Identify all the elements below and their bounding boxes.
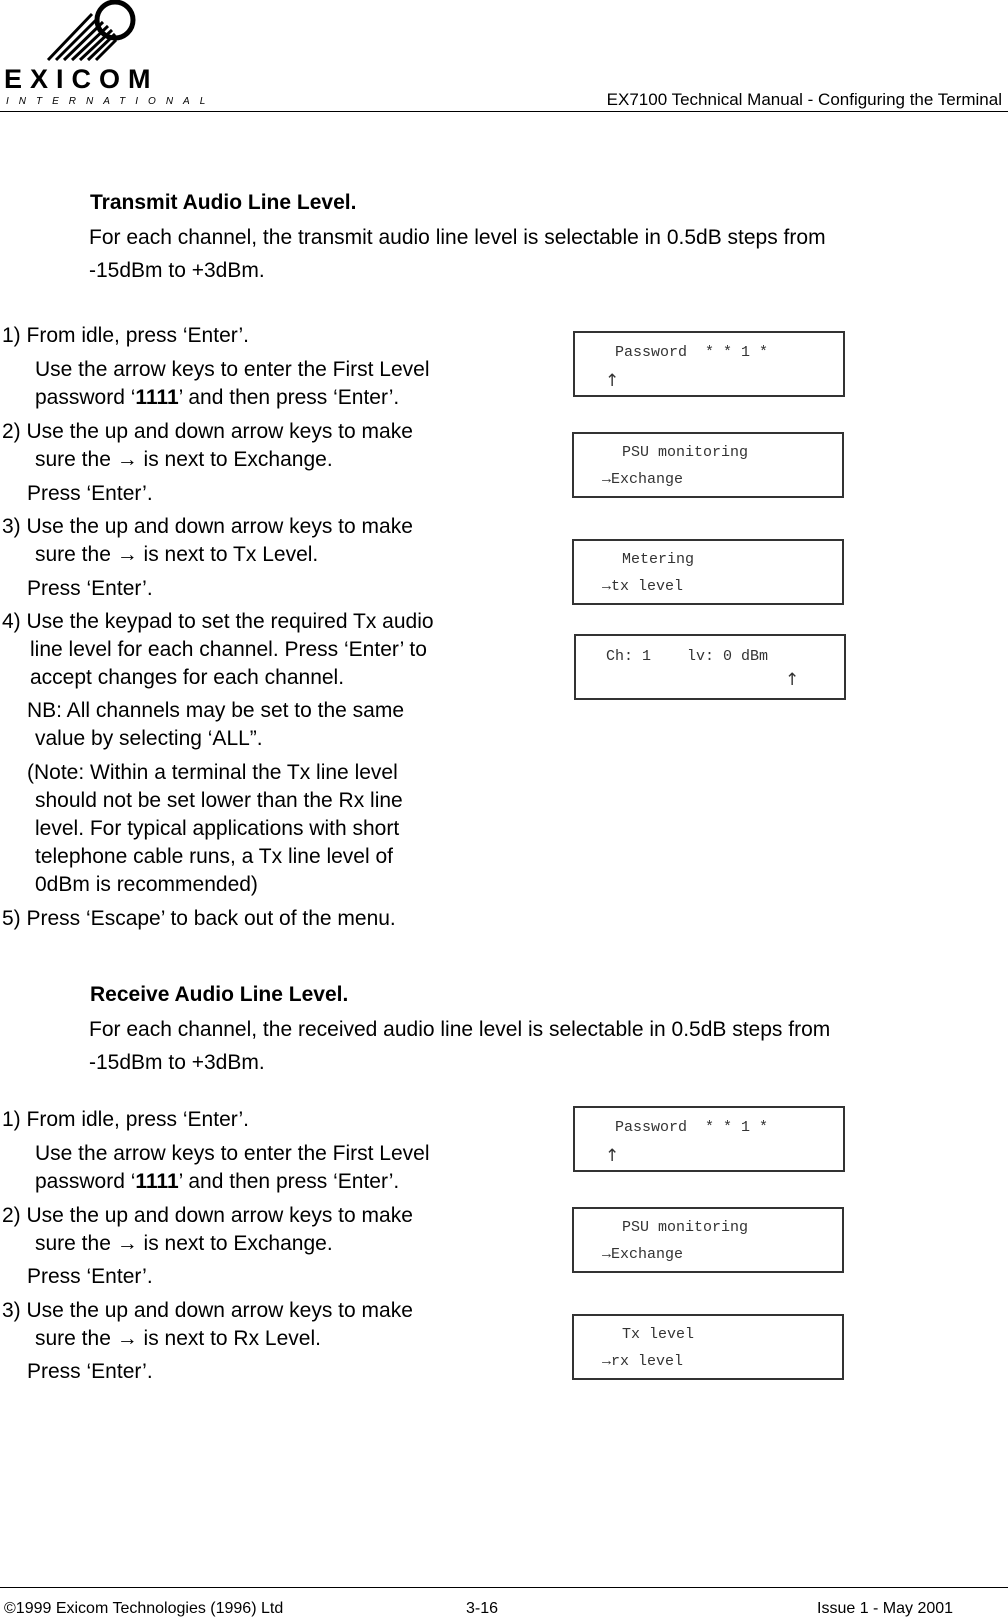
tx-step2-line3: Press ‘Enter’. — [27, 482, 153, 505]
rx-step1-line1: 1) From idle, press ‘Enter’. — [2, 1108, 250, 1131]
rx-step3-line1: 3) Use the up and down arrow keys to make — [2, 1299, 413, 1322]
tx-step1-line1: 1) From idle, press ‘Enter’. — [2, 324, 250, 347]
lcd-tx-channel-level — [574, 634, 846, 700]
rx-step2-line1: 2) Use the up and down arrow keys to make — [2, 1204, 413, 1227]
lcd-line1: PSU monitoring — [622, 1219, 749, 1236]
receive-intro-line1: For each channel, the received audio line level is selectable in 0.5dB steps from — [89, 1018, 831, 1041]
receive-intro-line2: -15dBm to +3dBm. — [89, 1051, 265, 1074]
logo-wordmark: EXICOM — [4, 64, 159, 94]
lcd-line1: Ch: 1 lv: 0 dBm — [606, 648, 769, 665]
rx-step2-line2: sure the → is next to Exchange. — [35, 1232, 333, 1255]
lcd-tx-metering — [572, 539, 844, 605]
lcd-line2: →rx level — [602, 1353, 684, 1370]
up-arrow-icon: ↑ — [605, 371, 620, 391]
tx-note-line3: level. For typical applications with short — [35, 817, 400, 840]
receive-heading: Receive Audio Line Level. — [90, 983, 349, 1006]
footer-page-number: 3-16 — [466, 1600, 499, 1617]
lcd-line2: →tx level — [602, 578, 684, 595]
tx-nb-line2: value by selecting ‘ALL”. — [35, 727, 263, 750]
lcd-line1: Password * * 1 * — [615, 344, 769, 361]
logo-subtitle: INTERNATIONAL — [6, 96, 216, 107]
lcd-line2: →Exchange — [602, 471, 684, 488]
tx-note-line1: (Note: Within a terminal the Tx line level — [27, 761, 398, 784]
tx-step5: 5) Press ‘Escape’ to back out of the menu. — [2, 907, 396, 930]
lcd-rx-tx-level — [572, 1314, 844, 1380]
tx-step3-line3: Press ‘Enter’. — [27, 577, 153, 600]
rx-step1-line3: password ‘1111’ and then press ‘Enter’. — [35, 1170, 400, 1193]
tx-step2-line1: 2) Use the up and down arrow keys to make — [2, 420, 413, 443]
lcd-line1: PSU monitoring — [622, 444, 749, 461]
tx-nb-line1: NB: All channels may be set to the same — [27, 699, 405, 722]
lcd-line2: →Exchange — [602, 1246, 684, 1263]
tx-note-line4: telephone cable runs, a Tx line level of — [35, 845, 394, 868]
tx-note-line5: 0dBm is recommended) — [35, 873, 258, 896]
transmit-heading: Transmit Audio Line Level. — [90, 191, 357, 214]
up-arrow-icon: ↑ — [785, 670, 800, 690]
footer-divider — [0, 1587, 1008, 1588]
tx-step3-line1: 3) Use the up and down arrow keys to make — [2, 515, 413, 538]
lcd-line1: Metering — [622, 551, 695, 568]
header-divider — [0, 111, 1008, 112]
lcd-rx-psu-monitoring — [572, 1207, 844, 1273]
lcd-line1: Password * * 1 * — [615, 1119, 769, 1136]
tx-step1-line2: Use the arrow keys to enter the First Level — [35, 358, 430, 381]
tx-step2-line2: sure the → is next to Exchange. — [35, 448, 333, 471]
exicom-logo-icon — [40, 0, 140, 64]
footer-issue: Issue 1 - May 2001 — [817, 1600, 954, 1617]
up-arrow-icon: ↑ — [605, 1146, 620, 1166]
tx-step1-line3: password ‘1111’ and then press ‘Enter’. — [35, 386, 400, 409]
footer-copyright: ©1999 Exicom Technologies (1996) Ltd — [4, 1600, 284, 1617]
lcd-tx-password — [573, 331, 845, 397]
rx-step2-line3: Press ‘Enter’. — [27, 1265, 153, 1288]
rx-step1-line2: Use the arrow keys to enter the First Level — [35, 1142, 430, 1165]
lcd-tx-psu-monitoring — [572, 432, 844, 498]
rx-step3-line2: sure the → is next to Rx Level. — [35, 1327, 321, 1350]
rx-step3-line3: Press ‘Enter’. — [27, 1360, 153, 1383]
lcd-line1: Tx level — [622, 1326, 695, 1343]
transmit-intro-line2: -15dBm to +3dBm. — [89, 259, 265, 282]
tx-step3-line2: sure the → is next to Tx Level. — [35, 543, 319, 566]
lcd-rx-password — [573, 1106, 845, 1172]
tx-step4-line3: accept changes for each channel. — [30, 666, 345, 689]
page-header-title: EX7100 Technical Manual - Configuring the Terminal — [606, 90, 1002, 109]
transmit-intro-line1: For each channel, the transmit audio line level is selectable in 0.5dB steps from — [89, 226, 826, 249]
tx-note-line2: should not be set lower than the Rx line — [35, 789, 403, 812]
tx-step4-line2: line level for each channel. Press ‘Enter’ to — [30, 638, 427, 661]
tx-step4-line1: 4) Use the keypad to set the required Tx audio — [2, 610, 434, 633]
